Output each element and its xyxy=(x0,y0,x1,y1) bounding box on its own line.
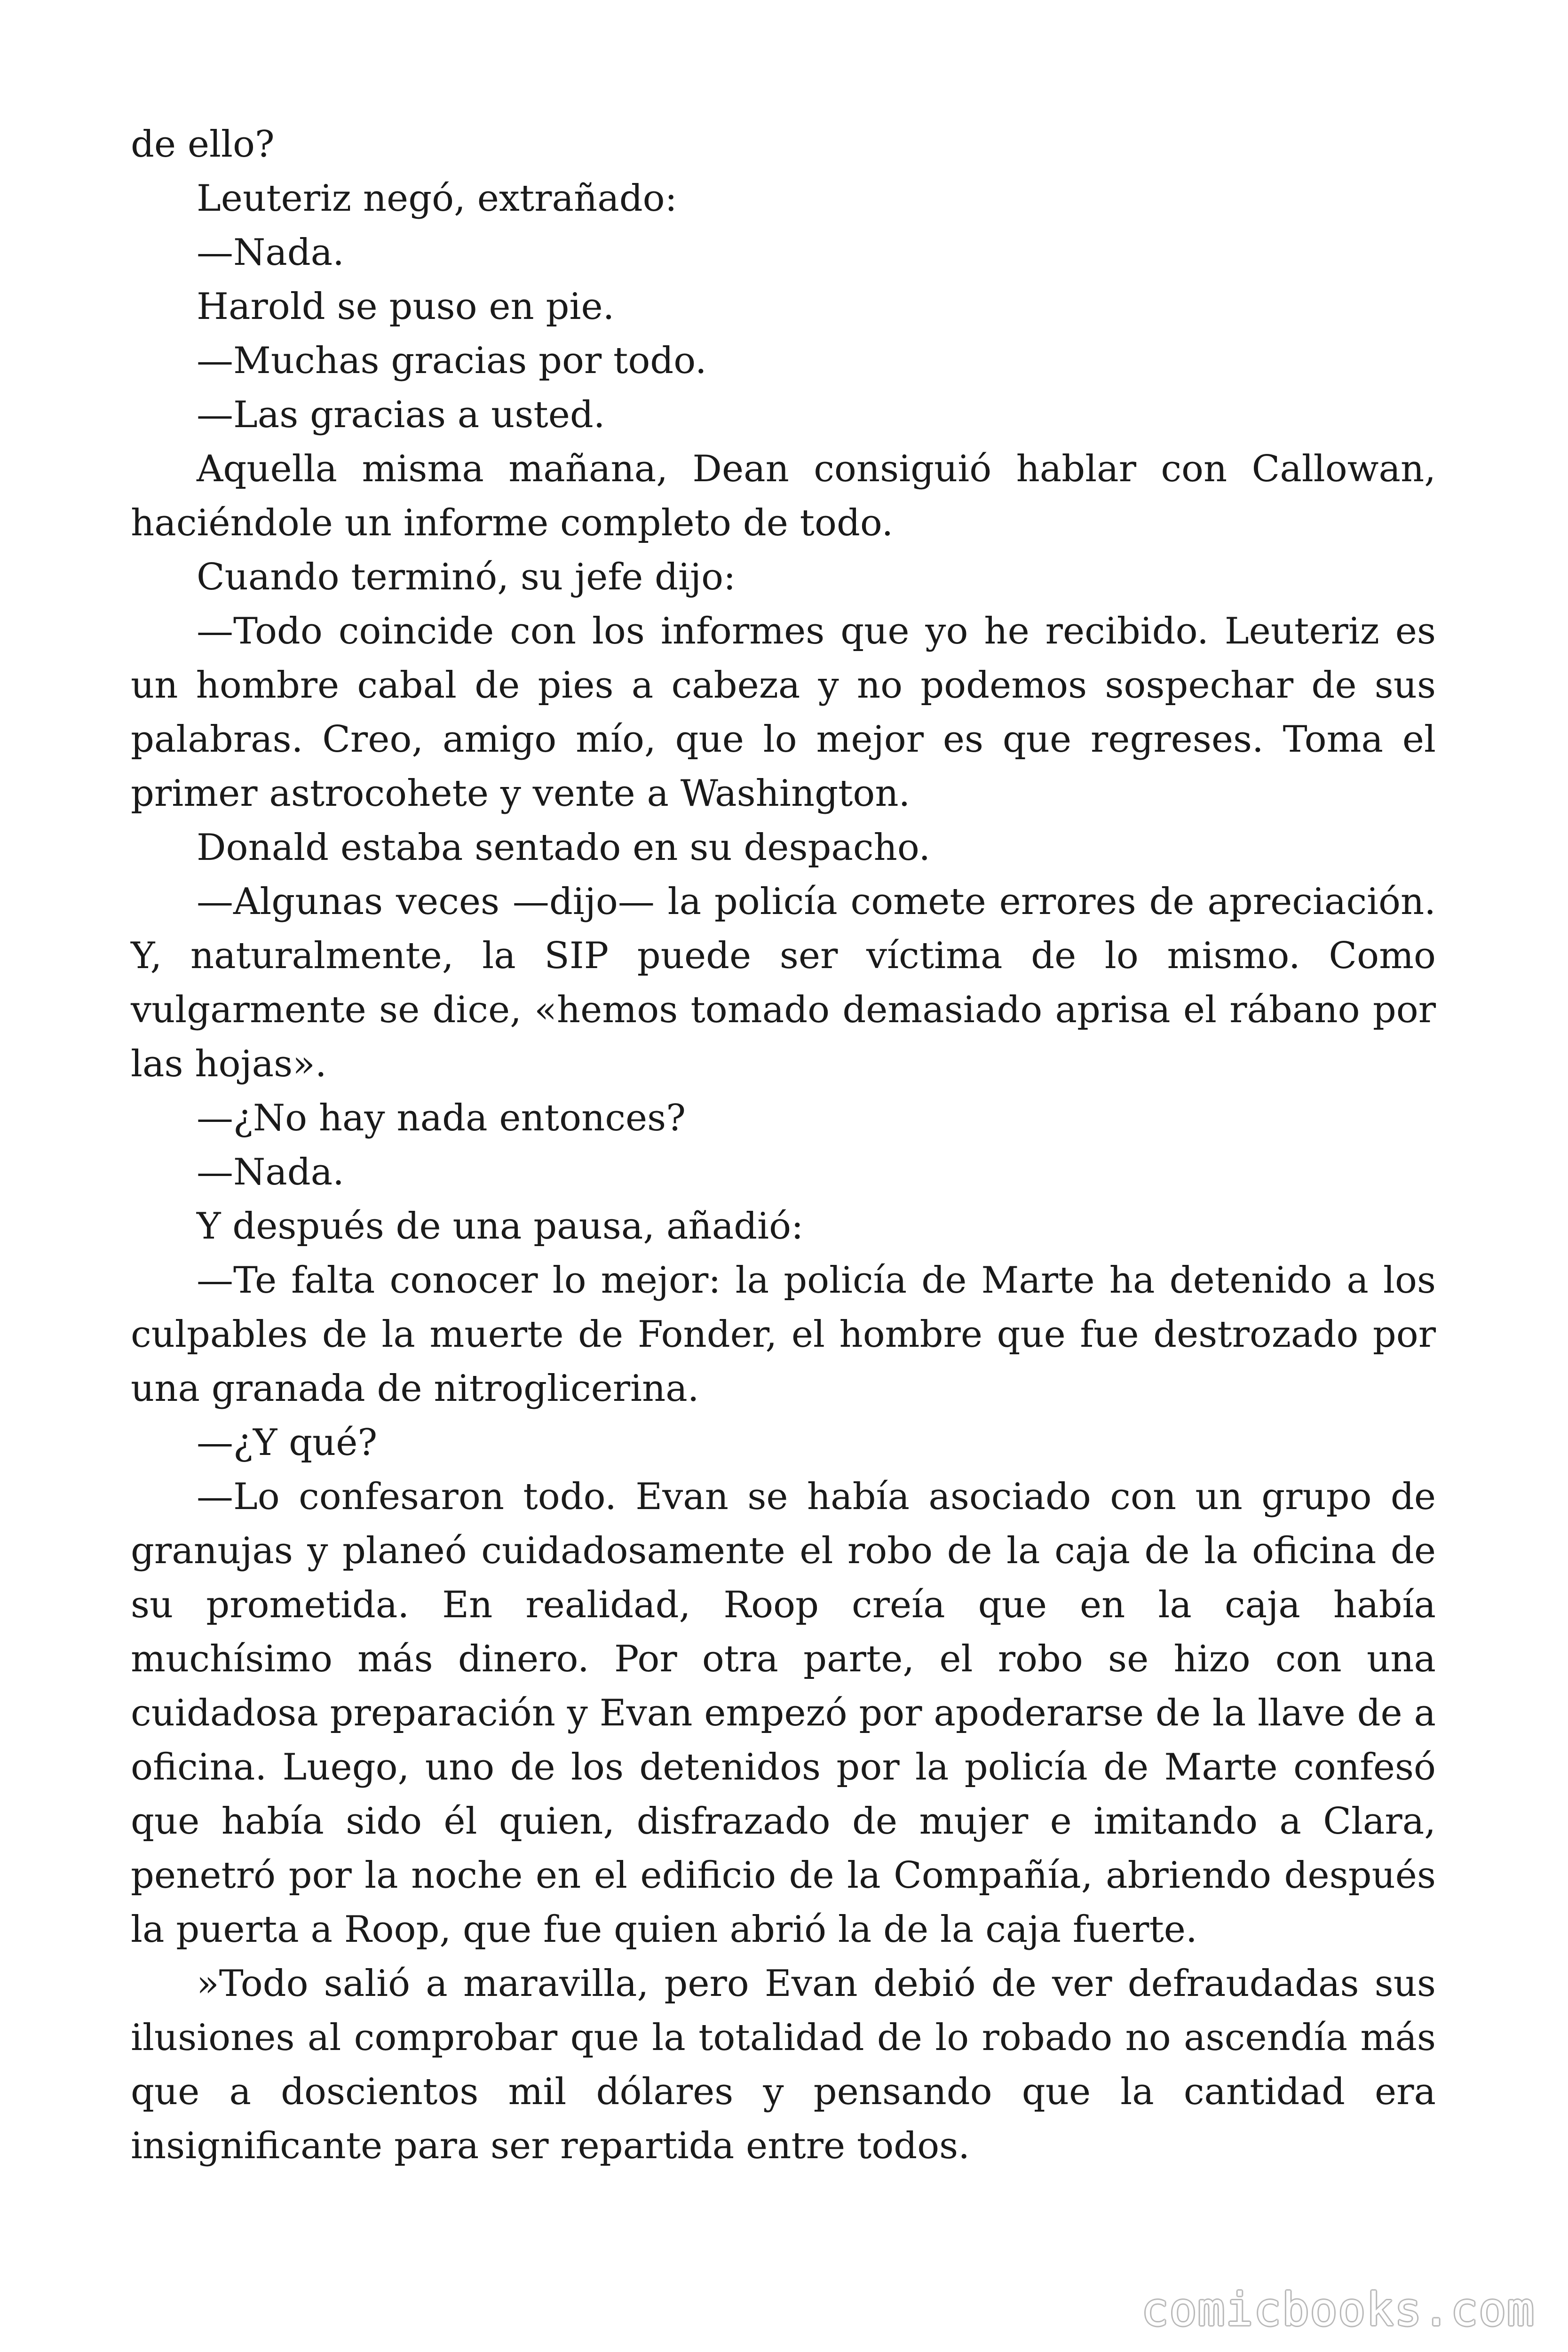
paragraph: —Todo coincide con los informes que yo he recibido. Leuteriz es un hombre cabal de pies a cabeza y no podemos sospechar de sus palabras. Creo, amigo mío, que lo mejor es que regreses. Toma el primer astrocohete y vente a Washington. xyxy=(131,610,1436,815)
paragraph: Aquella misma mañana, Dean consiguió hablar con Callowan, haciéndole un informe completo de todo. xyxy=(131,448,1436,544)
paragraph: de ello? xyxy=(131,123,275,166)
paragraph: »Todo salió a maravilla, pero Evan debió de ver defraudadas sus ilusiones al comprobar que la totalidad de lo robado no ascendía más que a doscientos mil dólares y pensando que la cantidad era insignificante para ser repartida entre todos. xyxy=(131,1963,1436,2167)
paragraph: Donald estaba sentado en su despacho. xyxy=(197,826,931,869)
paragraph: —Lo confesaron todo. Evan se había asociado con un grupo de granujas y planeó cuidadosamente el robo de la caja de la oficina de su prometida. En realidad, Roop creía que en la caja había muchísimo más dinero. Por otra parte, el robo se hizo con una cuidadosa preparación y Evan empezó por apoderarse de la llave de a oficina. Luego, uno de los detenidos por la policía de Marte confesó que había sido él quien, disfrazado de mujer e imitando a Clara, penetró por la noche en el edificio de la Compañía, abriendo después la puerta a Roop, que fue quien abrió la de la caja fuerte. xyxy=(131,1476,1436,1951)
body-text xyxy=(131,118,1436,2173)
paragraph: —Las gracias a usted. xyxy=(197,394,605,436)
paragraph: Y después de una pausa, añadió: xyxy=(197,1205,804,1248)
paragraph: Cuando terminó, su jefe dijo: xyxy=(197,556,736,598)
paragraph: Harold se puso en pie. xyxy=(197,286,615,328)
paragraph: —Nada. xyxy=(197,1151,344,1193)
paragraph: —¿Y qué? xyxy=(197,1422,378,1464)
paragraph: —Muchas gracias por todo. xyxy=(197,340,707,382)
paragraph: —Te falta conocer lo mejor: la policía de Marte ha detenido a los culpables de la muerte de Fonder, el hombre que fue destrozado por una granada de nitroglicerina. xyxy=(131,1259,1436,1410)
paragraph: —¿No hay nada entonces? xyxy=(197,1097,686,1139)
watermark-logo: comicbooks.com xyxy=(1141,2283,1535,2336)
paragraph: —Algunas veces —dijo— la policía comete errores de apreciación. Y, naturalmente, la SIP puede ser víctima de lo mismo. Como vulgarmente se dice, «hemos tomado demasiado aprisa el rábano por las hojas». xyxy=(131,881,1436,1085)
paragraph: —Nada. xyxy=(197,231,344,274)
paragraph: Leuteriz negó, extrañado: xyxy=(197,177,677,220)
